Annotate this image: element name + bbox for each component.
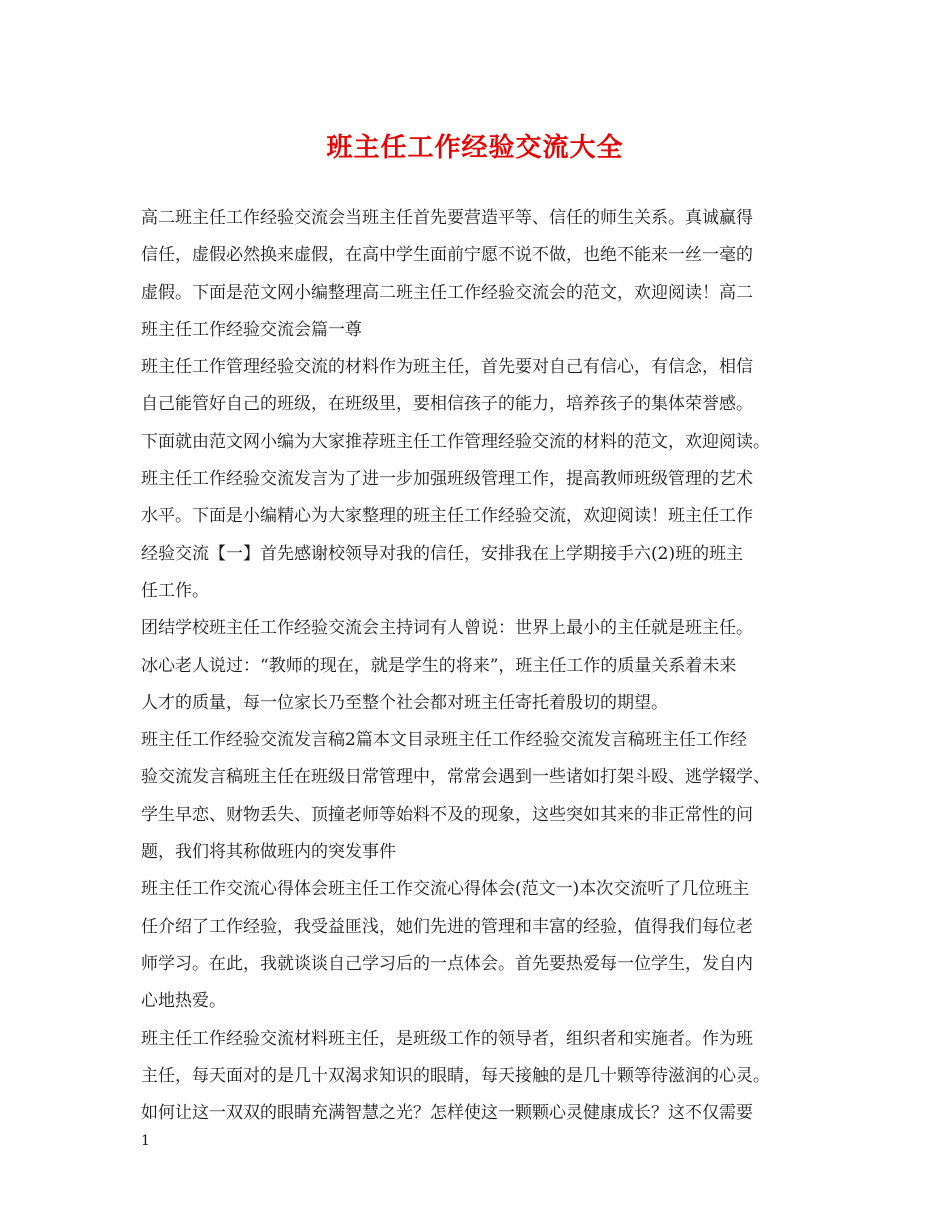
- text-line: 经验交流【一】首先感谢校领导对我的信任，安排我在上学期接手六(2)班的班主: [141, 543, 744, 564]
- text-line: 任工作。: [141, 580, 209, 601]
- text-line: 如何让这一双双的眼睛充满智慧之光？怎样使这一颗颗心灵健康成长？这不仅需要: [141, 1103, 753, 1124]
- document-title: 班主任工作经验交流大全: [326, 133, 624, 163]
- text-line: 信任，虚假必然换来虚假，在高中学生面前宁愿不说不做，也绝不能来一丝一毫的: [141, 245, 753, 266]
- text-line: 下面就由范文网小编为大家推荐班主任工作管理经验交流的材料的范文，欢迎阅读。: [141, 431, 770, 452]
- text-line: 班主任工作交流心得体会班主任工作交流心得体会(范文一)本次交流听了几位班主: [141, 879, 750, 900]
- text-line: 水平。下面是小编精心为大家整理的班主任工作经验交流，欢迎阅读！班主任工作: [141, 506, 753, 527]
- text-line: 班主任工作经验交流发言稿2篇本文目录班主任工作经验交流发言稿班主任工作经: [141, 730, 747, 751]
- text-line: 冰心老人说过：“教师的现在，就是学生的将来”，班主任工作的质量关系着未来: [141, 655, 737, 676]
- text-line: 人才的质量，每一位家长乃至整个社会都对班主任寄托着殷切的期望。: [141, 692, 668, 713]
- text-line: 班主任工作经验交流发言为了进一步加强班级管理工作，提高教师班级管理的艺术: [141, 469, 753, 490]
- text-line: 师学习。在此，我就谈谈自己学习后的一点体会。首先要热爱每一位学生，发自内: [141, 953, 753, 974]
- text-line: 虚假。下面是范文网小编整理高二班主任工作经验交流会的范文，欢迎阅读！高二: [141, 282, 753, 303]
- page-number: 1: [141, 1133, 150, 1149]
- text-line: 题，我们将其称做班内的突发事件: [141, 842, 396, 863]
- text-line: 学生早恋、财物丢失、顶撞老师等始料不及的现象，这些突如其来的非正常性的问: [141, 804, 753, 825]
- text-line: 高二班主任工作经验交流会当班主任首先要营造平等、信任的师生关系。真诚赢得: [141, 208, 753, 228]
- text-line: 自己能管好自己的班级，在班级里，要相信孩子的能力，培养孩子的集体荣誉感。: [141, 394, 753, 415]
- text-line: 主任，每天面对的是几十双渴求知识的眼睛，每天接触的是几十颗等待滋润的心灵。: [141, 1065, 770, 1086]
- text-line: 任介绍了工作经验，我受益匪浅，她们先进的管理和丰富的经验，值得我们每位老: [141, 916, 753, 937]
- text-line: 验交流发言稿班主任在班级日常管理中，常常会遇到一些诸如打架斗殴、逃学辍学、: [141, 767, 770, 788]
- text-line: 团结学校班主任工作经验交流会主持词有人曾说：世界上最小的主任就是班主任。: [141, 618, 753, 639]
- text-line: 班主任工作经验交流材料班主任，是班级工作的领导者，组织者和实施者。作为班: [141, 1028, 753, 1049]
- text-line: 班主任工作管理经验交流的材料作为班主任，首先要对自己有信心，有信念，相信: [141, 357, 753, 378]
- document-body: [141, 200, 831, 1132]
- text-line: 班主任工作经验交流会篇一尊: [141, 319, 362, 340]
- text-line: 心地热爱。: [141, 991, 226, 1012]
